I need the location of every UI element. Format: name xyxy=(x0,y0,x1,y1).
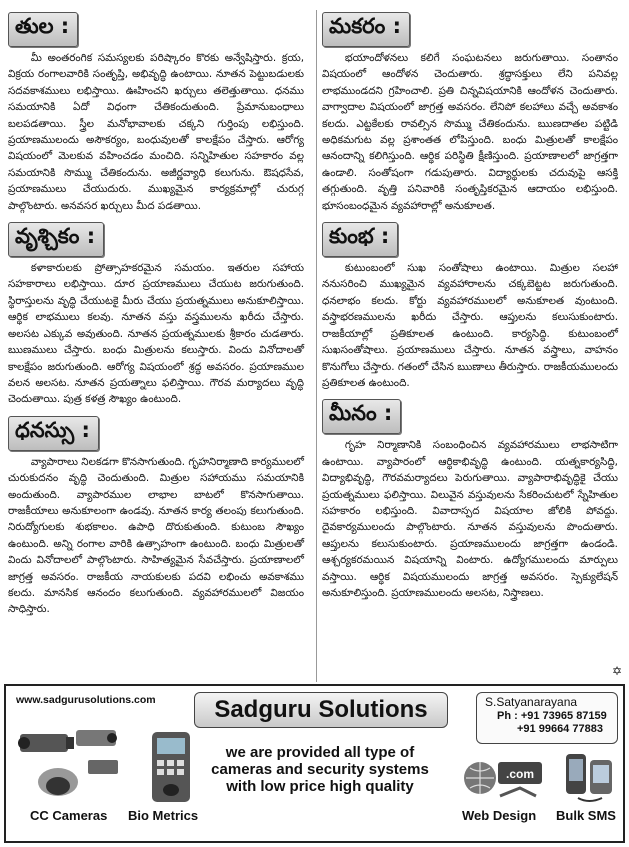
sign-text-tula: మీ అంతరంగిక సమస్యలకు పరిష్కారం కొరకు అన్వేషిస్తారు. క్రయ, విక్రయ రంగాలవారికి సంతృప్తి, అభివృద్ధి ఉంటాయి. నూతన పెట్టుబడులకు సదవకాశములు లభిస్తాయి. ఊహించని ఖర్చులు తలెత్తుతాయి. ధనము సమయానికి ఏదో విధంగా చేతికందుతుంది. ప్రేమానుబంధాలు బలపడతాయి. స్త్రీల మనోభావాలకు చక్కని గుర్తింపు లభిస్తుంది. ప్రయాణములందు అసౌకర్యం, బంధువులతో కాలక్షేపం చేస్తారు. ఆరోగ్య విషయంలో మెలకువ వహించడం మంచిది. సన్నిహితుల సహకారం వల్ల సమయానికి సొమ్ము చేతికందును. అజీర్ణవ్యాధి కలుగును. ఔషధసేవ, ప్రయాణములు చేయుదురు. ముఖ్యమైన కార్యక్రమాల్లో చురుగ్గ పాల్గొంటారు. అనవసర ఖర్చులు మీద పడతాయి. xyxy=(8,52,304,212)
svg-text:.com: .com xyxy=(505,767,535,781)
sign-block-vrischikam xyxy=(8,222,304,408)
ad-phone-2: +91 99664 77883 xyxy=(517,723,603,735)
ad-phone-1: Ph : +91 73965 87159 xyxy=(497,710,607,722)
ad-tagline: we are provided all type of cameras and security systems with low price high quality xyxy=(211,744,429,795)
ad-contact-name: S.Satyanarayana xyxy=(485,695,578,709)
sign-block-kumbha xyxy=(322,222,618,391)
sign-text-meenam: గృహ నిర్మాణానికి సంబంధించిన వ్యవహారములు లాభసాటిగా ఉంటాయి. వ్యాపారంలో ఆర్థికాభివృద్ధి ఉంటుంది. యత్నకార్యసిద్ధి, విద్యాభివృద్ధి, గౌరవమర్యాదలు పెరుగుతాయి. వ్యాపారాభివృద్ధికై చేయు ప్రయత్నములు ఫలిస్తాయి. విలువైన వస్తువులను సేకరించుటలో స్నేహితుల సహకారం లభిస్తుంది. వివాదాస్పద విషయాల జోలికి పోవద్దు. దైవకార్యములందు పాల్గొంటారు. నూతన వస్తువులను పొందుతారు. ఆప్తులను కలుసుకుంటారు. ప్రయాణములందు జాగ్రత్తగా ఉండండి. ఆశ్చర్యకరమయిన విషయాన్ని వింటారు. ఉద్యోగములందు మార్పులు వస్తాయి. ఆర్థిక విషయములందు జాగ్రత్త అవసరం. స్పెక్యులేషన్ అనుకూలిస్తుంది. ప్రయాణములందు అలసట, నిస్త్రాణలు. xyxy=(322,439,618,599)
sign-text-vrischikam: కళాకారులకు ప్రోత్సాహకరమైన సమయం. ఇతరుల సహాయ సహకారాలు లభిస్తాయి. దూర ప్రయాణములు చేయుట జరుగుతుంది. స్థిరాస్తులను వృద్ధి చేయుటకై మీరు చేయు ప్రయత్నములు అనుకూలిస్తాయి. ఆర్థిక లాభములు కలవు. నూతన వస్తు వస్త్రములను ఖరీదు చేస్తారు. అలసట ఎక్కువ అవుతుంది. నూతన ప్రయత్నములకు శ్రీకారం చుడతారు. ఋణములు చేస్తారు. బంధు మిత్రులను కలుస్తారు. విందు వినోదాలతో కాలక్షేపం జరుగుతుంది. ఆరోగ్య విషయంలో శ్రద్ధ అవసరం. ప్రయాణముల వలన అలసట. నూతన ప్రయత్నాలు ఫలిస్తాయి. గౌరవ మర్యాదలు వృద్ధి చెందుతాయి. పుత్ర కళత్ర సౌఖ్యం ఉంటుంది. xyxy=(8,262,304,406)
biometric-device-icon xyxy=(148,728,194,806)
ad-contact-box xyxy=(476,692,618,744)
ad-brand-name: Sadguru Solutions xyxy=(194,692,448,728)
sign-text-dhanassu: వ్యాపారాలు నిలకడగా కొనసాగుతుంది. గృహనిర్మాణాది కార్యములలో చురుకుదనం వృద్ధి చెందుతుంది. మిత్రుల సహాయము సమయానికి అందుతుంది. వ్యాపారముల లాభాల బాటలో కొనసాగుతాయి. రాజకీయాలు అనుకూలంగా ఉండవు. నూతన కార్య తలంపు కలుగుతుంది. నిరుద్యోగులకు శుభకాలం. ఉపాధి దొరుకుతుంది. కుటుంబ సౌఖ్యం ఉంటుంది. అన్ని రంగాల వారికి ఉత్సాహంగా ఉంటుంది. బంధు మిత్రులతో విందు వినోదాలలో పాల్గొంటారు. సాహిత్యమైన సేవచేస్తారు. ప్రయాణాలలో జాగ్రత్త అవసరం. రాజకీయ నాయకులకు పదవి లభించు అవకాశము కలదు. మానసిక ఆనందం కలుగుతుంది. వ్యవహారములలో విజయం సాధిస్తారు. xyxy=(8,455,304,616)
sign-title-kumbha: కుంభ : xyxy=(322,222,398,257)
sign-block-makaram xyxy=(322,12,618,214)
end-star-icon: ✡ xyxy=(612,664,623,678)
column-divider xyxy=(316,10,317,682)
sign-block-tula xyxy=(8,12,304,214)
right-column xyxy=(322,12,618,609)
sign-title-makaram: మకరం : xyxy=(322,12,410,47)
ad-label-bio-metrics: Bio Metrics xyxy=(128,808,199,823)
sign-title-tula: తుల : xyxy=(8,12,78,47)
bulk-sms-icon xyxy=(558,748,620,806)
ad-label-bulk-sms: Bulk SMS xyxy=(556,808,616,823)
ad-label-cc-cameras: CC Cameras xyxy=(30,808,108,823)
sign-text-makaram: భయాందోళనలు కలిగే సంఘటనలు జరుగుతాయి. సంతానం విషయంలో ఆందోళన చెందుతారు. శ్రద్ధాసక్తులు లేని పనివల్ల లాభముండదని గ్రహించాలి. ప్రతి చిన్నవిషయానికి ఆందోళన చెందుతారు. వాగ్వాదాల విషయంలో జాగ్రత్త అవసరం. లేనిపో కలహాలు వచ్చే అవకాశం కలదు. ఎట్టకేలకు రావల్సిన సొమ్ము చేతికందును. ఋణదాతల పట్టిడి అధికమగుట వల్ల ప్రశాంతత లోపిస్తుంది. బంధు మిత్రులతో కాలక్షేపం ఆనందాన్ని కలిగిస్తుంది. ఆర్థిక పరిస్థితి క్షీణిస్తుంది. ప్రయాణాలలో జాగ్రత్తగా ఉండాలి. సంతోషంగా గడుపుతారు. విద్యార్థులకు చదువుపై ఆసక్తి తగ్గుతుంది. వృత్తి పనివారికి సంతృప్తికరమైన ఆదాయం లభిస్తుంది. భూసంబంధమైన వ్యవహారాల్లో అనుకూలత. xyxy=(322,52,618,212)
sign-title-meenam: మీనం : xyxy=(322,399,401,434)
advertisement-box xyxy=(4,684,625,843)
sign-title-dhanassu: ధనస్సు : xyxy=(8,416,99,451)
left-column xyxy=(8,12,304,626)
ad-label-web-design: Web Design xyxy=(462,808,537,823)
ad-website-link[interactable]: www.sadgurusolutions.com xyxy=(16,694,156,706)
sign-text-kumbha: కుటుంబంలో సుఖ సంతోషాలు ఉంటాయి. మిత్రుల సలహా ననుసరించి ముఖ్యమైన వ్యవహారాలను చక్కబెట్టట జరుగుతుంది. ధనలాభం కలదు. కోర్టు వ్యవహారములలో అనుకూలత వుంటుంది. వస్త్రాభరణములను ఖరీదు చేస్తారు. ఆప్తులను కలుసుకుంటారు. రాజకీయాల్లో ప్రతికూలత ఉంటుంది. కార్యసిద్ధి. కుటుంబంలో సుఖసంతోషాలు. ప్రయాణములు చేస్తారు. నూతన వస్త్రాలు, వాహనం కొనుగోలు చేస్తారు. గతంలో చేసిన ఋణాలు తీరుస్తారు. రాజకీయములందు ప్రతికూలత ఉంటుంది. xyxy=(322,262,618,389)
sign-block-meenam xyxy=(322,399,618,601)
cctv-camera-icon xyxy=(16,726,126,806)
sign-block-dhanassu xyxy=(8,416,304,618)
sign-title-vrischikam: వృశ్చికం : xyxy=(8,222,104,257)
web-design-icon xyxy=(460,746,550,806)
